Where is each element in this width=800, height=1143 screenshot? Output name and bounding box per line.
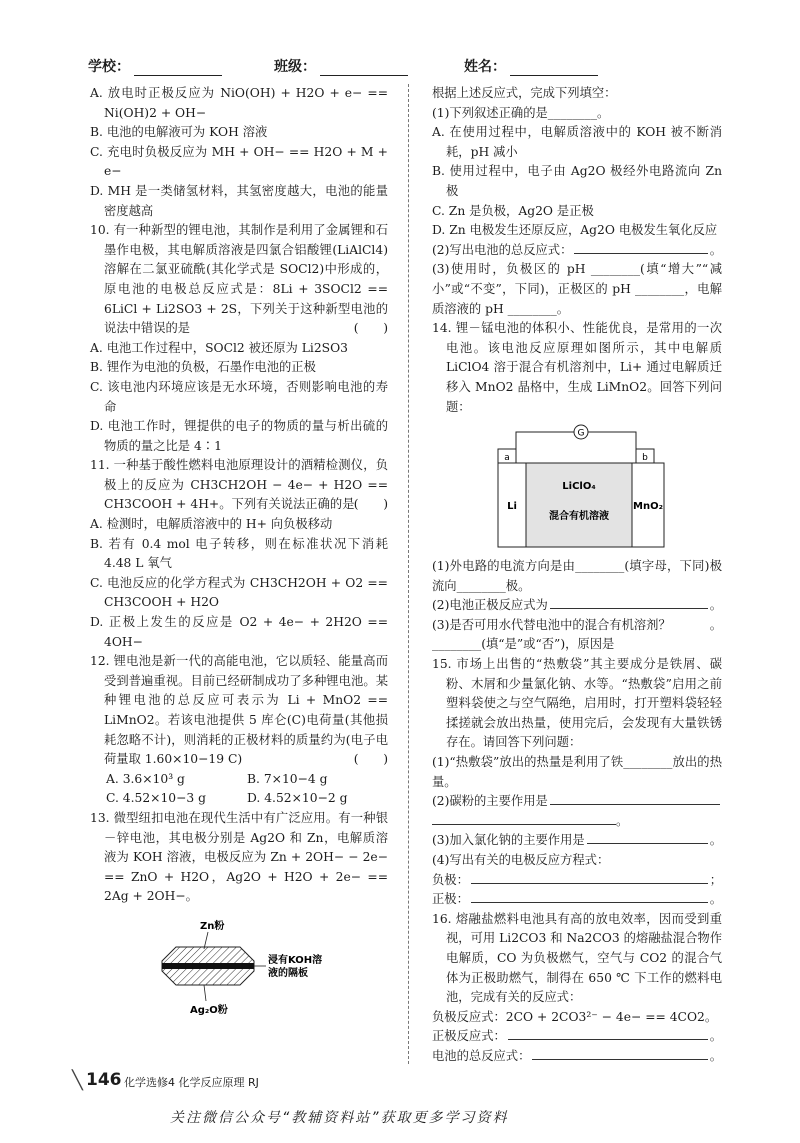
fig-separator-label-1: 浸有KOH溶 bbox=[268, 954, 323, 966]
q14-sub-2-blank[interactable] bbox=[550, 596, 708, 609]
q12-option-b: B. 7×10−4 g bbox=[247, 771, 328, 786]
fig-solvent-label: 混合有机溶液 bbox=[549, 511, 609, 523]
class-field[interactable]: 班级： bbox=[274, 56, 408, 76]
q15-positive-blank[interactable] bbox=[471, 890, 708, 903]
q16-total: 电池的总反应式： 。 bbox=[432, 1048, 722, 1063]
promo-text: 关注微信公众号“教辅资料站”获取更多学习资料 bbox=[170, 1110, 509, 1126]
q13-option-d: D. Zn 电极发生还原反应，Ag2O 电极发生氧化反应 bbox=[432, 223, 718, 238]
button-cell-diagram bbox=[158, 919, 348, 1019]
fig-licl04-label: LiClO₄ bbox=[562, 481, 596, 493]
fig-a-label: a bbox=[504, 453, 510, 464]
q9-option-a: A. 放电时正极反应为 NiO(OH) + H2O + e− == Ni(OH)2 + OH− bbox=[90, 86, 388, 120]
q13-sub-3[interactable]: (3)使用时，负极区的 pH ________(填“增大”“减小”或“不变”，下同)，正极区的 pH ________，电解质溶液的 pH ________。 bbox=[432, 262, 722, 316]
q10-option-d: D. 电池工作时，锂提供的电子的物质的量与析出硫的物质的量之比是 4∶1 bbox=[90, 419, 388, 453]
q13-intro: 根据上述反应式，完成下列填空： bbox=[432, 86, 617, 100]
q10-option-b: B. 锂作为电池的负极，石墨作电池的正极 bbox=[90, 360, 316, 375]
q10-answer-bracket[interactable]: ( ) bbox=[353, 321, 388, 336]
q13-stem: 13. 微型纽扣电池在现代生活中有广泛应用。有一种银－锌电池，其电极分别是 Ag2O 和 Zn，电解质溶液为 KOH 溶液，电极反应为 Zn + 2OH− − 2e− == ZnO + H2O，Ag2O + H2O + 2e− == 2Ag + 2OH−。 bbox=[90, 810, 388, 904]
q13-option-c: C. Zn 是负极，Ag2O 是正极 bbox=[432, 203, 594, 218]
q16-negative: 负极反应式：2CO + 2CO3²⁻ − 4e− == 4CO2。 bbox=[432, 1009, 718, 1024]
footer-slash-icon: ╲ bbox=[72, 1070, 83, 1091]
q15-sub-3-blank[interactable] bbox=[587, 831, 708, 844]
fig-wire-left bbox=[516, 432, 574, 449]
q13-option-a: A. 在使用过程中，电解质溶液中的 KOH 被不断消耗，pH 减小 bbox=[432, 125, 722, 159]
q14-stem: 14. 锂－锰电池的体积小、性能优良，是常用的一次电池。该电池反应原理如图所示，其中电解质 LiClO4 溶于混合有机溶剂中，Li+ 通过电解质迁移入 MnO2 晶格中，生成 LiMnO2。回答下列问题： bbox=[432, 321, 722, 414]
question-12 bbox=[90, 652, 388, 809]
q15-sub-2-line2: 。 bbox=[432, 812, 722, 832]
q15-negative: 负极： ； bbox=[432, 872, 722, 887]
q16-total-blank[interactable] bbox=[532, 1047, 707, 1060]
q11-option-c: C. 电池反应的化学方程式为 CH3CH2OH + O2 == CH3COOH + H2O bbox=[90, 575, 388, 610]
fig-g-label: G bbox=[577, 428, 585, 439]
fig-li-label: Li bbox=[507, 501, 517, 513]
q15-sub-1[interactable]: (1)“热敷袋”放出的热量是利用了铁________放出的热量。 bbox=[432, 755, 722, 789]
q12-answer-bracket[interactable]: ( ) bbox=[353, 752, 388, 767]
q12-options-row1 bbox=[90, 770, 388, 790]
q9-option-b: B. 电池的电解液可为 KOH 溶液 bbox=[90, 125, 268, 140]
name-field[interactable]: 姓名： bbox=[464, 56, 598, 76]
q13-option-b: B. 使用过程中，电子由 Ag2O 极经外电路流向 Zn 极 bbox=[432, 164, 722, 198]
question-16 bbox=[432, 910, 722, 1067]
q15-sub-2-blank-2[interactable] bbox=[432, 812, 616, 825]
header bbox=[88, 50, 728, 80]
fig-ag2o-pointer bbox=[204, 985, 206, 1001]
q14-sub-3: (3)是否可用水代替电池中的混合有机溶剂？________(填“是”或“否”)，原因是 。 bbox=[432, 617, 722, 652]
q12-stem: 12. 锂电池是新一代的高能电池，它以质轻、能量高而受到普遍重视。目前已经研制成功了多种锂电池。某种锂电池的总反应可表示为 Li + MnO2 == LiMnO2。若该电池提供 5 库仑(C)电荷量(其他损耗忽略不计)，则消耗的正极材料的质量约为(电子电荷量取 1.60×10−19 C) ( ) bbox=[90, 652, 388, 770]
book-title: 化学选修4 化学反应原理 RJ bbox=[124, 1076, 259, 1089]
page-footer bbox=[72, 1070, 752, 1094]
q11-stem: 11. 一种基于酸性燃料电池原理设计的酒精检测仪，负极上的反应为 CH3CH2OH − 4e− + H2O == CH3COOH + 4H+。下列有关说法正确的是 ( ) bbox=[90, 456, 388, 515]
fig-mno2-label: MnO₂ bbox=[633, 501, 663, 513]
fig-wire-right bbox=[588, 432, 636, 449]
q15-sub-2: (2)碳粉的主要作用是 bbox=[432, 792, 722, 812]
q9-option-c: C. 充电时负极反应为 MH + OH− == H2O + M + e− bbox=[90, 144, 388, 179]
name-blank[interactable] bbox=[510, 61, 598, 76]
question-13 bbox=[90, 809, 388, 1019]
q16-positive: 正极反应式： 。 bbox=[432, 1029, 722, 1044]
class-blank[interactable] bbox=[320, 61, 408, 76]
fig-ag2o-label: Ag₂O粉 bbox=[190, 1004, 228, 1016]
q15-positive: 正极： 。 bbox=[432, 892, 722, 907]
q11-option-d: D. 正极上发生的反应是 O2 + 4e− + 2H2O == 4OH− bbox=[90, 615, 388, 649]
lithium-manganese-cell-diagram bbox=[496, 423, 666, 549]
q10-option-c: C. 该电池内环境应该是无水环境，否则影响电池的寿命 bbox=[90, 379, 388, 414]
question-10 bbox=[90, 221, 388, 456]
page-number: 146 bbox=[86, 1070, 122, 1090]
fig-zn-pointer bbox=[204, 932, 208, 949]
q11-option-a: A. 检测时，电解质溶液中的 H+ 向负极移动 bbox=[90, 517, 333, 532]
question-15 bbox=[432, 655, 722, 910]
question-9-continued bbox=[90, 84, 388, 221]
q16-stem: 16. 熔融盐燃料电池具有高的放电效率，因而受到重视，可用 Li2CO3 和 Na2CO3 的熔融盐混合物作电解质，CO 为负极燃气，空气与 CO2 的混合气体为正极助燃气，制得在 650 ℃ 下工作的燃料电池，完成有关的反应式： bbox=[432, 911, 722, 1005]
q15-sub-2-blank[interactable] bbox=[550, 792, 720, 805]
question-14 bbox=[432, 319, 722, 655]
right-column bbox=[432, 84, 722, 1067]
q14-sub-1[interactable]: (1)外电路的电流方向是由________(填字母，下同)极流向________极。 bbox=[432, 559, 722, 593]
fig-separator-label-2: 液的隔板 bbox=[268, 967, 308, 979]
fig-separator bbox=[162, 963, 254, 969]
fig-zn-label: Zn粉 bbox=[200, 920, 225, 932]
question-13-continued bbox=[432, 84, 722, 319]
left-column bbox=[90, 84, 388, 1019]
q13-sub-2-blank[interactable] bbox=[574, 241, 707, 254]
q15-sub-3: (3)加入氯化钠的主要作用是 。 bbox=[432, 833, 722, 848]
school-field[interactable]: 学校： bbox=[88, 56, 222, 76]
q11-answer-bracket[interactable]: ( ) bbox=[353, 497, 388, 512]
q15-stem: 15. 市场上出售的“热敷袋”其主要成分是铁屑、碳粉、木屑和少量氯化钠、水等。“热敷袋”启用之前塑料袋使之与空气隔绝，启用时，打开塑料袋轻轻揉搓就会放出热量，使用完后，会发现有大量铁锈存在。请回答下列问题： bbox=[432, 657, 722, 750]
q12-option-a: A. 3.6×10³ g bbox=[106, 771, 185, 786]
fig-b-label: b bbox=[642, 453, 648, 464]
q11-option-b: B. 若有 0.4 mol 电子转移，则在标准状况下消耗 4.48 L 氧气 bbox=[90, 536, 388, 571]
q10-option-a: A. 电池工作过程中，SOCl2 被还原为 Li2SO3 bbox=[90, 340, 349, 355]
q12-option-d: D. 4.52×10−2 g bbox=[247, 791, 348, 806]
school-blank[interactable] bbox=[134, 61, 222, 76]
q15-sub-4: (4)写出有关的电极反应方程式： bbox=[432, 853, 610, 867]
q13-sub-2: (2)写出电池的总反应式： 。 bbox=[432, 242, 722, 257]
question-11 bbox=[90, 456, 388, 652]
column-divider bbox=[408, 84, 409, 1064]
q9-option-d: D. MH 是一类储氢材料，其氢密度越大，电池的能量密度越高 bbox=[90, 183, 388, 218]
q13-sub-1[interactable]: (1)下列叙述正确的是________。 bbox=[432, 105, 610, 120]
q16-positive-blank[interactable] bbox=[508, 1027, 708, 1040]
q12-options-row2 bbox=[90, 789, 388, 809]
q12-option-c: C. 4.52×10−3 g bbox=[106, 791, 207, 806]
q15-negative-blank[interactable] bbox=[471, 871, 708, 884]
q10-stem: 10. 有一种新型的锂电池，其制作是利用了金属锂和石墨作电极，其电解质溶液是四氯合铝酸锂(LiAlCl4)溶解在二氯亚硫酰(其化学式是 SOCl2)中形成的，原电池的电极总反应式是：8Li + 3SOCl2 == 6LiCl + Li2SO3 + 2S，下列关于这种新型电池的说法中错误的是 ( ) bbox=[90, 221, 388, 339]
q14-sub-2: (2)电池正极反应式为 。 bbox=[432, 598, 722, 613]
